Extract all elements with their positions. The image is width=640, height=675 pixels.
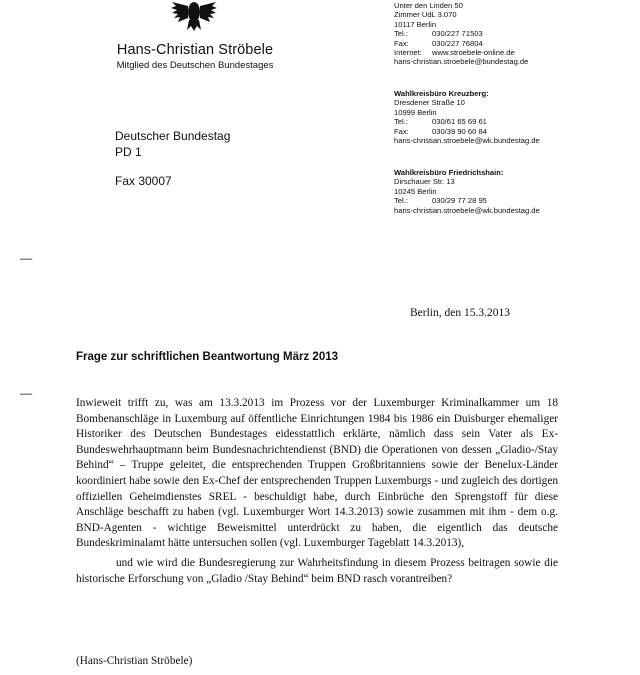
office-friedrichshain-title: Wahlkreisbüro Friedrichshain: <box>394 168 504 177</box>
office-kreuzberg-street: Dresdener Straße 10 <box>394 98 465 108</box>
recipient-line1: Deutscher Bundestag <box>115 129 231 143</box>
recipient-line2: PD 1 <box>115 145 142 159</box>
office-berlin-fax: 030/227 76804 <box>432 38 483 48</box>
signature: (Hans-Christian Ströbele) <box>76 655 193 667</box>
letter-body <box>76 396 558 587</box>
office-friedrichshain-tel-row <box>394 196 540 205</box>
office-berlin-email[interactable]: hans-christian.stroebele@bundestag.de <box>394 57 529 67</box>
office-berlin-fax-row <box>394 39 528 48</box>
office-friedrichshain-block <box>394 168 540 215</box>
fax-label: Fax: <box>394 126 409 136</box>
office-berlin-tel-row <box>394 29 528 38</box>
office-berlin-street: Unter den Linden 50 <box>394 1 463 10</box>
office-friedrichshain-tel: 030/29 77 28 95 <box>432 196 487 206</box>
fold-mark-top: –– <box>20 253 33 265</box>
bundestag-eagle-icon <box>170 0 218 32</box>
office-berlin-tel: 030/227 71503 <box>432 29 483 39</box>
body-paragraph-2: und wie wird die Bundesregierung zur Wahrheitsfindung in diesem Prozess beitragen sowie die historische Erforschung von „Gladio /Stay Behind“ beim BND rasch vorantreiben? <box>76 556 558 585</box>
letter-date: Berlin, den 15.3.2013 <box>410 307 510 319</box>
office-kreuzberg-tel: 030/61 65 69 61 <box>432 117 487 127</box>
office-kreuzberg-tel-row <box>394 117 540 126</box>
office-kreuzberg-fax-row <box>394 127 540 136</box>
sender-name: Hans-Christian Ströbele <box>116 42 274 58</box>
tel-label: Tel.: <box>394 29 408 39</box>
office-berlin-block <box>394 1 528 67</box>
office-kreuzberg-block <box>394 89 540 145</box>
office-berlin-city: 10117 Berlin <box>394 19 437 29</box>
fold-mark-middle: –– <box>20 388 33 400</box>
recipient-fax: Fax 30007 <box>115 174 172 188</box>
sender-subtitle: Mitglied des Deutschen Bundestages <box>116 60 274 71</box>
office-kreuzberg-email[interactable]: hans-christian.stroebele@wk.bundestag.de <box>394 136 540 146</box>
body-paragraph-1: Inwieweit trifft zu, was am 13.3.2013 im Prozess vor der Luxemburger Kriminalkammer um 18 Bombenanschläge in Luxemburg auf öffentliche Einrichtungen 1984 bis 1986 ein Duisburger ehemaliger Historiker des Deutschen Bundestages eidesstattlich erklärte, nämlich dass sein Vater als Ex-Bundeswehrhauptmann beim Bundesnachrichtendienst (BND) die Operationen von dessen „Gladio-/Stay Behind“ – Truppe geleitet, die entsprechenden Truppen Großbritanniens sowie der Benelux-Länder koordiniert habe sowie den Ex-Chef der entsprechenden Truppen Luxemburgs - und zugleich des dortigen offiziellen Geheimdienstes SREL - beschuldigt habe, durch Einbrüche den Sprengstoff für diese Anschläge beschafft zu haben (vgl. Luxemburger Wort 14.3.2013) sowie zusammen mit ihm - dem o.g. BND-Agenten - wichtige Beweismittel unterdrückt zu haben, die eigentlich das deutsche Bundeskriminalamt hätte untersuchen sollen (vgl. Luxemburger Tageblatt 14.3.2013), <box>76 397 558 550</box>
office-kreuzberg-fax: 030/39 90 60 84 <box>432 126 487 136</box>
office-friedrichshain-street: Dirschauer Str. 13 <box>394 177 455 187</box>
tel-label: Tel.: <box>394 117 408 127</box>
office-kreuzberg-city: 10999 Berlin <box>394 107 437 117</box>
office-kreuzberg-title: Wahlkreisbüro Kreuzberg: <box>394 89 489 98</box>
fax-label: Fax: <box>394 38 409 48</box>
tel-label: Tel.: <box>394 196 408 206</box>
letter-heading: Frage zur schriftlichen Beantwortung März 2013 <box>76 351 339 363</box>
office-friedrichshain-email[interactable]: hans-christian.stroebele@wk.bundestag.de <box>394 205 540 215</box>
office-friedrichshain-city: 10245 Berlin <box>394 186 437 196</box>
internet-label: Internet: <box>394 48 422 58</box>
office-berlin-room: Zimmer UdL 3.070 <box>394 10 457 20</box>
office-berlin-internet[interactable]: www.stroebele-online.de <box>432 48 515 58</box>
office-berlin-internet-row <box>394 48 528 57</box>
